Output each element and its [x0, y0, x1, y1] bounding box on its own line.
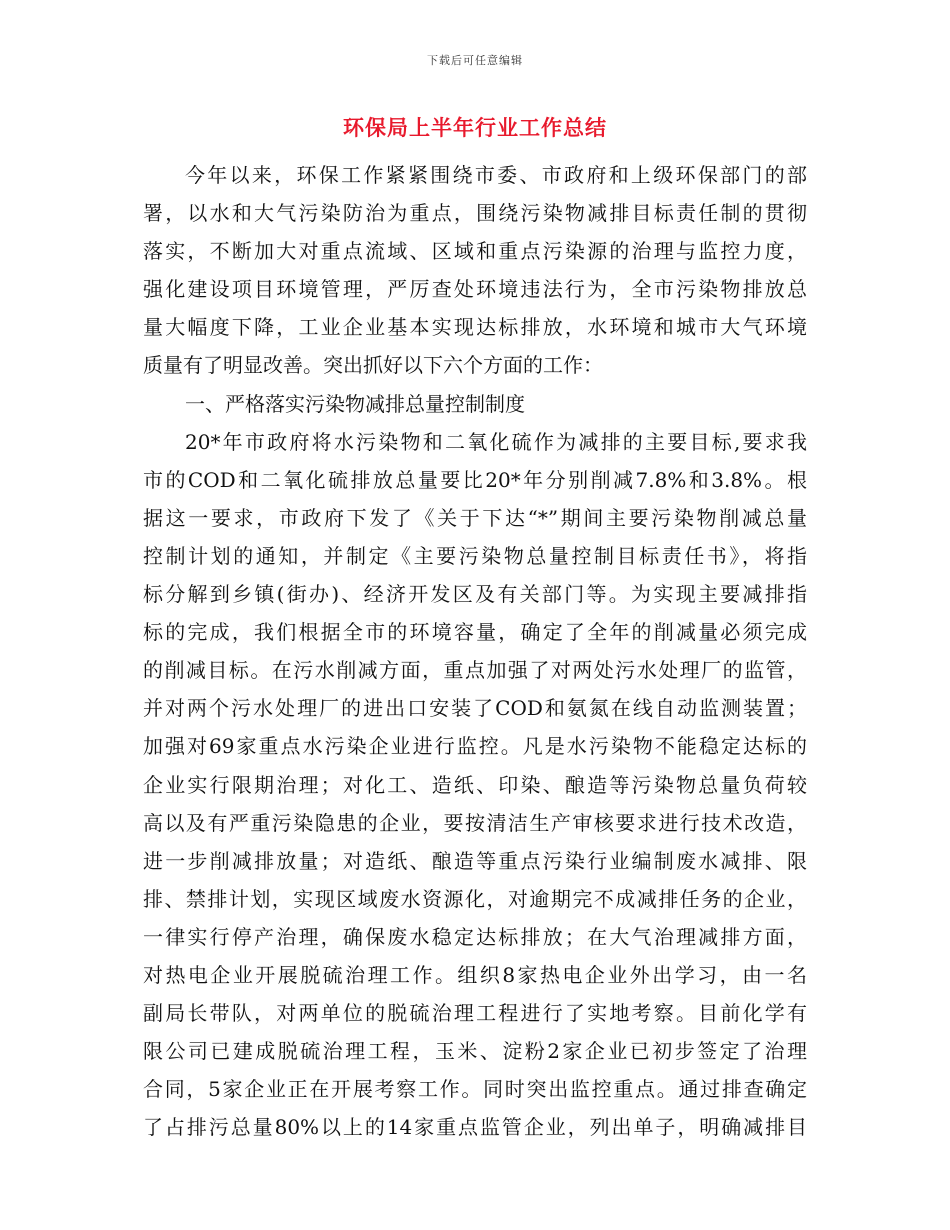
text-line: 合同，5家企业正在开展考察工作。同时突出监控重点。通过排查确定	[143, 1077, 807, 1102]
text-line: 排、禁排计划，实现区域废水资源化，对逾期完不成减排任务的企业，	[143, 886, 807, 911]
text-line: 副局长带队，对两单位的脱硫治理工程进行了实地考察。目前化学有	[143, 1001, 807, 1026]
body-text	[143, 156, 807, 1146]
text-line: 署，以水和大气污染防治为重点，围绕污染物减排目标责任制的贯彻	[143, 201, 807, 226]
text-line: 落实，不断加大对重点流域、区域和重点污染源的治理与监控力度，	[143, 239, 807, 264]
text-line: 标的完成，我们根据全市的环境容量，确定了全年的削减量必须完成	[143, 620, 807, 645]
text-line: 企业实行限期治理；对化工、造纸、印染、酿造等污染物总量负荷较	[143, 772, 807, 797]
text-line: 并对两个污水处理厂的进出口安装了COD和氨氮在线自动监测装置；	[143, 696, 807, 721]
text-line: 加强对69家重点水污染企业进行监控。凡是水污染物不能稳定达标的	[143, 734, 807, 759]
text-line: 市的COD和二氧化硫排放总量要比20*年分别削减7.8%和3.8%。根	[143, 467, 807, 492]
text-line: 一律实行停产治理，确保废水稳定达标排放；在大气治理减排方面，	[143, 924, 807, 949]
text-line: 据这一要求，市政府下发了《关于下达“*”期间主要污染物削减总量	[143, 505, 807, 530]
text-line: 进一步削减排放量；对造纸、酿造等重点污染行业编制废水减排、限	[143, 848, 807, 873]
text-line: 了占排污总量80%以上的14家重点监管企业，列出单子，明确减排目	[143, 1115, 807, 1140]
text-line: 限公司已建成脱硫治理工程，玉米、淀粉2家企业已初步签定了治理	[143, 1039, 807, 1064]
text-line: 控制计划的通知，并制定《主要污染物总量控制目标责任书》，将指	[143, 543, 807, 568]
text-line: 量大幅度下降，工业企业基本实现达标排放，水环境和城市大气环境	[143, 315, 807, 340]
text-line: 20*年市政府将水污染物和二氧化硫作为减排的主要目标,要求我	[185, 429, 807, 454]
text-line: 质量有了明显改善。突出抓好以下六个方面的工作：	[143, 353, 603, 378]
text-line: 的削减目标。在污水削减方面，重点加强了对两处污水处理厂的监管，	[143, 658, 807, 683]
section-heading: 一、严格落实污染物减排总量控制制度	[185, 391, 525, 416]
text-line: 强化建设项目环境管理，严厉查处环境违法行为，全市污染物排放总	[143, 277, 807, 302]
text-line: 今年以来，环保工作紧紧围绕市委、市政府和上级环保部门的部	[185, 163, 807, 187]
header-note: 下载后可任意编辑	[427, 54, 523, 67]
text-line: 对热电企业开展脱硫治理工作。组织8家热电企业外出学习，由一名	[143, 962, 807, 987]
document-title: 环保局上半年行业工作总结	[343, 116, 607, 140]
text-line: 标分解到乡镇(街办)、经济开发区及有关部门等。为实现主要减排指	[143, 582, 807, 607]
text-line: 高以及有严重污染隐患的企业，要按清洁生产审核要求进行技术改造，	[143, 810, 807, 835]
